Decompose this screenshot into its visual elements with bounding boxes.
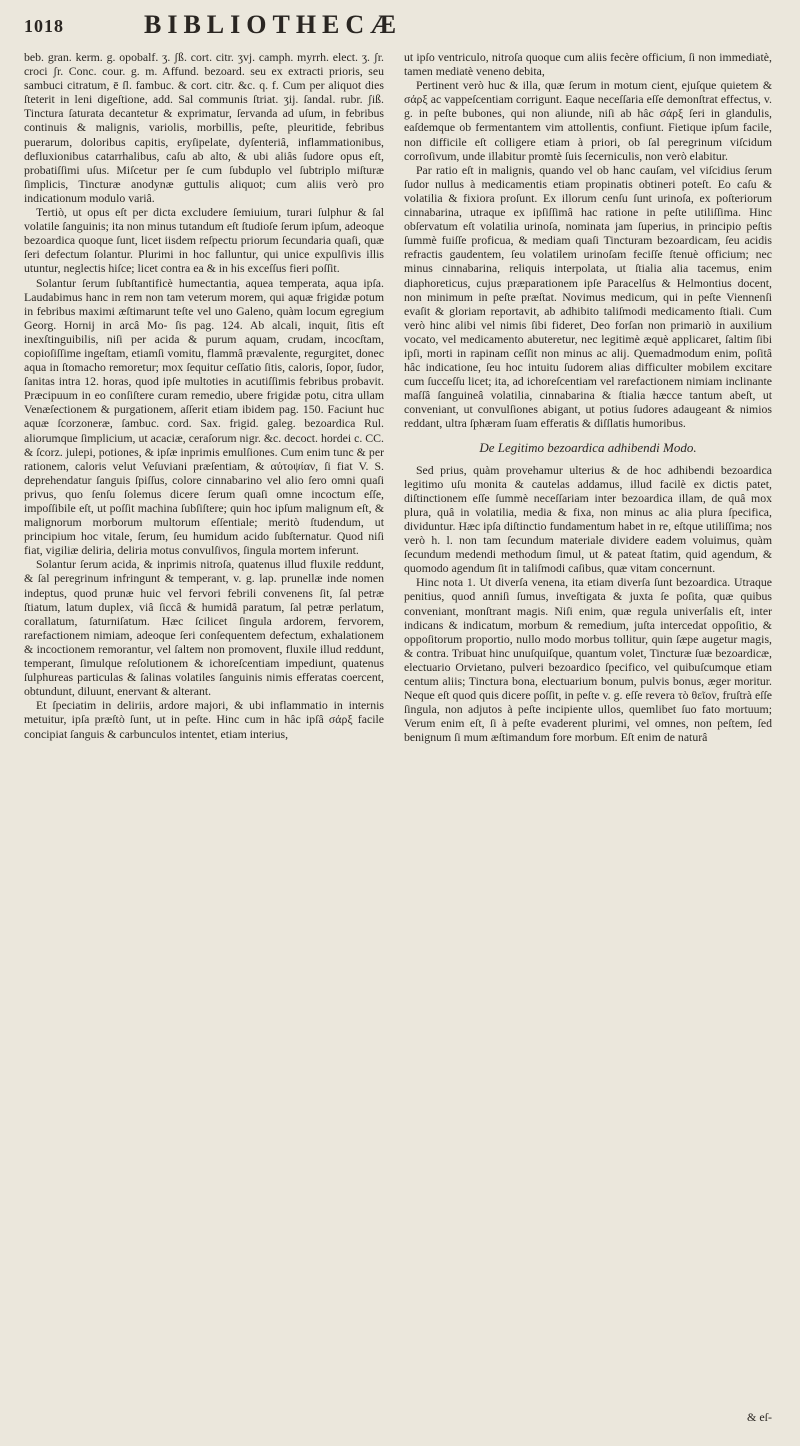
page-number: 1018: [24, 16, 64, 36]
paragraph: Sed prius, quàm provehamur ulterius & de hoc adhibendi bezoardica legitimo uſu monita & cautelas addamus, illud facilè ex dictis patet, diſtinctionem eſſe ſummè neceſſariam inter bezoardica illam, de quâ mox plura, quâ in volatilia, media & fixa, non minus ac alia plura ſpecifica, dividuntur. Hæc ipſa diſtinctio fundamentum habet in re, eſtque utiliſſima; nos verò h. l. non tam ſecundum materiale dividere eadem voluimus, quàm ſecundum medendi methodum ſimul, ut & pateat ſtatim, quid agendum, & quomodo agendum ſit in taliſmodi caſibus, quæ vitam concernunt.: [404, 462, 772, 576]
catchword: & eſ-: [747, 1410, 772, 1424]
paragraph: Et ſpeciatim in deliriis, ardore majori, & ubi inflammatio in internis metuitur, ipſa præſtò ſunt, ut in peſte. Hinc cum in hâc ipſâ σάρξ facile concipiat ſanguis & carbunculos intentet, etiam interius,: [24, 698, 384, 741]
paragraph: ut ipſo ventriculo, nitroſa quoque cum aliis fecère officium, ſi non immediatè, tamen mediatè veneno debita,: [404, 50, 772, 79]
section-heading: De Legitimo bezoardica adhibendi Modo.: [479, 439, 697, 455]
paragraph: Tertiò, ut opus eſt per dicta excludere ſemiuium, turari ſulphur & ſal volatile ſanguinis; ita non minus tutandum eſt ſtudioſe ſerum ipſum, adeoque bezoardica quoque ſunt, licet iisdem reſpectu priorum ſecundaria quaſi, quæ ſeri defectum ſolantur. Plurimi in hoc falluntur, qui unice expulſivis illis utuntur, neglectis hiſce; licet contra ea & in his exceſſus fieri poſſit.: [24, 205, 384, 276]
running-title: BIBLIOTHECÆ: [144, 10, 403, 39]
paragraph: beb. gran. kerm. g. opobalf. ʒ. ʃß. cort. citr. ʒvj. camph. myrrh. elect. ʒ. ʃr. croci ʃr. Conc. cour. g. m. Affund. bezoard. seu ex extracti prioris, seu sambuci citratum, ē ſl. fambuc. & cort. citr. &c. q. f. Cum per aliquot dies ſteterit in leni digeſtione, add. Sal communis ſtriat. ʒij. ſandal. rubr. ʃiß. Tinctura ſaturata decantetur & exprimatur, ſervanda ad uſum, in febribus continuis & malignis, variolis, morbillis, peſte, pleuritide, febribus puerarum, doloribus capitis, eryſipelate, dyſenteriâ, inflammationibus, defluxionibus catarrhalibus, caſu ab alto, & ubi aliâs ſudore opus eſt, probatiſſimi uſus. Miſcetur per ſe cum ſubduplo vel ſubtriplo miſturæ ſimplicis, Tincturæ anodynæ guttulis aliquot; cum aliis verò pro indicationum modulo variâ.: [24, 50, 384, 205]
page-header: [24, 10, 776, 40]
paragraph: Hinc nota 1. Ut diverſa venena, ita etiam diverſa ſunt bezoardica. Utraque penitius, quod anniſi ſumus, inveſtigata & juxta ſe poſita, quæ quibus conveniant, monſtrant magis. Niſi enim, quæ regula univerſalis eſt, inter indicans & indicatum, morbum & remedium, juſta intercedat oppoſitio, & oppoſitorum proportio, nullo modo morbus tollitur, quin ſæpe augetur magis, & contra. Tribuat hinc unuſquiſque, quantum volet, Tincturæ ſuæ bezoardicæ, electuario Orvietano, pulveri bezoardico ſpecifico, vel quibuſcumque etiam centum aliis; Tinctura bona, electuarium bonum, pulvis bonus, æger moritur. Neque eſt quod quis dicere poſſit, in peſte v. g. eſſe revera τὸ θεῖον, fruſtrà eſſe ſingula, non adjutos à peſte incipiente ullos, quemlibet ſuo fato mortuum; Verum enim eſt, ſi à peſte evaderent plurimi, vel omnes, non peſtem, ſed benignum ſi mum æſtimandum fore morbum. Eſt enim de naturâ: [404, 575, 772, 745]
paragraph: Solantur ſerum acida, & inprimis nitroſa, quatenus illud fluxile reddunt, & ſal peregrinum infringunt & temperant, v. g. lap. prunellæ inde nomen indeptus, quod prunæ huic vel fervori febrili convenens ſit, ſal petræ ſtiatum, latum duplex, viâ ſiccâ & humidâ paratum, ſal petræ perlatum, corallatum, ſaturniſatum. Hæc ſcilicet ſingula ardorem, fervorem, rarefactionem nimiam, adeoque ſeri conſequentem defectum, exhalationem & incoctionem remorantur, vel ſaltem non promovent, fluxile illud reddunt, temperant, ſimulque reſolutionem & ichoreſcentiam impediunt, quatenus ſulphureas particulas & ſalinas volatiles ſanguinis nimis efferatas coercent, obtundunt, diluunt, enervant & alterant.: [24, 557, 384, 699]
right-column: [404, 50, 772, 745]
paragraph: Par ratio eſt in malignis, quando vel ob hanc cauſam, vel viſcidius ſerum ſudor nullus à medicamentis etiam propinatis obtineri poteſt. Eo caſu & volatilia & fixiora proſunt. Ex illorum cenſu ſunt urinoſa, ex poſteriorum cinnabarina, utraque ex ipſiſſimâ hac ratione in peſte utiliſſima. Hinc obſervatum eſt volatilia urinoſa, nominata jam ſuperius, in principio peſtis ſummè fuiſſe proficua, & mediam quaſi Tincturam bezoardicam, ſeu acidis refractis gaudentem, ſeu volatilem urinoſam feciſſe ſtenuè officium; nec minus cinnabarina, reliquis interpolata, ut ſtialia alia tacemus, enim diaphoreticus, cujus præparationem ipſe Paracelſus & Helmontius docent, non minimum in peſte præſtat. Novimus medicum, qui in peſte Viennenſi evaſit & gloriam reportavit, ab adhibito taliſmodi medicamento ſtiali. Cum verò hinc alibi vel nimis ſibi fideret, Deo forſan non primariò in auxilium vocato, vel medicamento abuteretur, nec legitimè æquè applicaret, ſaltim ſibi ipſi, morti in rapinam ceſſit non minus ac alij. Quemadmodum enim, poſitâ hâc indicatione, ſeu hoc intuitu ſudorem alias difficulter mobilem excitare cum ſucceſſu licet; ita, ad ichoreſcentiam vel rarefactionem nimiam inclinante maſſâ ſanguineâ volatilia, cinnabarina & ſtialia hæcce tantum abeſt, ut conveniant, ut convulſiones abigant, ut potius ſudores adaugeant & nimios reddant, ultra ſphæram ſuam efferatis & diſſlatis humoribus.: [404, 162, 772, 431]
left-column: [24, 50, 384, 741]
paragraph: Solantur ſerum ſubſtantificè humectantia, aquea temperata, aqua ipſa. Laudabimus hanc in rem non tam veterum morem, qui aquæ frigidæ potum in febribus maximi æſtimarunt teſte vel uno Galeno, quàm locum egregium Georg. Hornij in arcâ Mo- ſis pag. 124. Ab alcali, inquit, ſitis eſt inexſtinguibilis, niſi per acida & purum aquam, crudam, incocſtam, copioſiſſime ingeſtam, etiamſi vomitu, flammâ prævalente, regurgitet, donec aqua in ſtomacho remoretur; mox ſequitur ceſſatio ſitis, caloris, ſopor, ſudor, ſanitas intra 12. horas, quod ipſe multoties in acutiſſimis febribus probavit. Præcipuum in eo conſiſtere curam remedio, ubere frigidæ potu, citra ullam Venæſectionem & purgationem, aſſerit etiam ibidem pag. 150. Faciunt huc aquæ ſcorzoneræ, ſambuc. cord. Sax. frigid. galeg. bezoardica Rul. aliorumque ſimplicium, ut acaciæ, ceraſorum nigr. &c. decoct. hordei c. CC. & ſcorz. julepi, potiones, & ipſæ inprimis emulſiones. Cum enim tunc & per rationem, caloris velut Veſuviani præſentiam, & αὐτοψίαν, ſi fiat V. S. deprehendatur ſanguis ſpiſſus, colore cinnabarino vel alio ſero omni quaſi privus, quo ſenſu ſolemus dicere ſerum quaſi omne incoctum eſſe, impoſſibile eſt, ut poſſit machina ſubſiſtere; quin hoc ipſum malignum eſt, & malignorum morborum multorum eſſentiale; meritò ſtudendum, ut principium hoc vitale, ſerum, ſeu humidum acido ſubſternatur. Quod niſi fiat, vigiliæ deliria, deliria motus convulſivos, ſingula mortem inferunt.: [24, 275, 384, 558]
paragraph: Pertinent verò huc & illa, quæ ſerum in motum cient, ejuſque quietem & σάρξ ac vappeſcentiam corrigunt. Eaque neceſſaria eſſe demonſtrat effectus, v. g. in peſte bubones, qui non aliunde, niſi ab hâc σάρξ ſeri in glandulis, eaſdemque ob fermentantem vim attollentis, confiunt. Fietique ipſum facile, non difficile eſt colligere etiam à priori, ob ſal peregrinum viſcidum corroſivum, unde illabitur promtè ſuis ſecerniculis, non verò elabitur.: [404, 78, 772, 163]
